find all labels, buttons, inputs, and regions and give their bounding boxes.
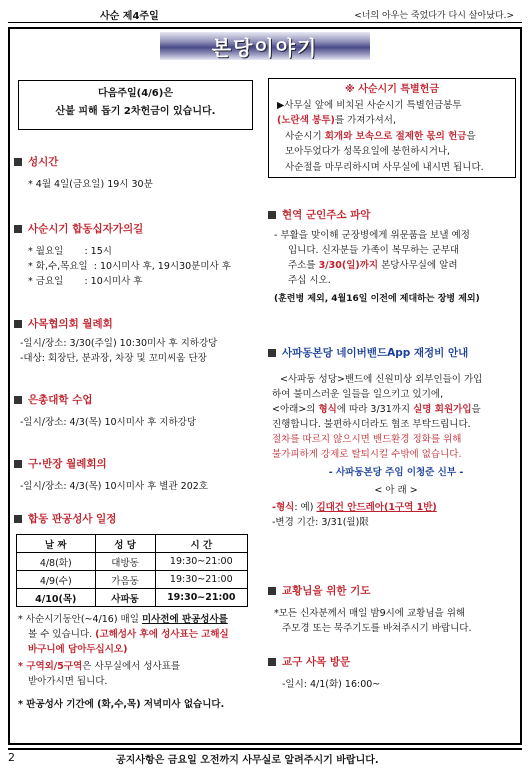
notice-line-1: 다음주일(4/6)은 xyxy=(97,88,173,99)
page-title: 본당이야기 xyxy=(211,35,319,60)
district-meeting-time: -일시/장소: 4/3(목) 10시미사 후 별관 202호 xyxy=(20,481,208,492)
confession-note-1c: 바구니에 담아두십시오) xyxy=(28,644,128,655)
square-bullet-icon xyxy=(14,225,22,233)
special-collection-box xyxy=(268,78,516,178)
band-line-2: 하여 불미스러운 일들을 일으키고 있기에, xyxy=(272,389,444,400)
column-header: 성 당 xyxy=(95,535,155,553)
section-heading: 사파동본당 네이버밴드App 재정비 안내 xyxy=(282,347,469,359)
sp-line-4: 모아두었다가 성목요일에 봉헌하시거나, xyxy=(285,146,451,157)
pastor-signature: - 사파동본당 주임 이청준 신부 - xyxy=(328,467,464,478)
square-bullet-icon xyxy=(268,658,276,666)
below-label: < 아 래 > xyxy=(374,485,418,496)
section-heading: 은총대학 수업 xyxy=(28,394,93,406)
square-bullet-icon xyxy=(268,211,276,219)
band-line-5: 절차를 따르지 않으시면 밴드환경 정화를 위해 xyxy=(272,434,462,445)
list-item: * 월요일 : 15시 xyxy=(28,246,112,257)
sp-line-2: (노란색 봉투)를 가져가셔서, xyxy=(277,115,396,126)
band-change-period: -변경 기간: 3/31(월)限 xyxy=(272,517,369,528)
title-banner xyxy=(160,32,370,60)
column-header: 시 간 xyxy=(155,535,247,553)
list-item: -대상: 회장단, 분과장, 차장 및 꼬미씨움 단장 xyxy=(20,353,207,364)
notice-line-2: 산불 피해 돕기 2차헌금이 있습니다. xyxy=(55,106,216,117)
section-naver-band xyxy=(268,345,520,530)
confession-schedule-table xyxy=(16,534,248,607)
section-heading: 현역 군인주소 파악 xyxy=(282,209,371,221)
list-item: * 화,수,목요일 : 10시미사 후, 19시30분미사 후 xyxy=(28,261,231,272)
section-soldier-address xyxy=(268,207,518,307)
soldier-line-3: 주소를 3/30(일)까지 본당사무실에 알려 xyxy=(288,260,458,271)
square-bullet-icon xyxy=(14,158,22,166)
square-bullet-icon xyxy=(268,349,276,357)
soldier-line-5: (훈련병 제외, 4월16일 이전에 제대하는 장병 제외) xyxy=(274,294,480,304)
square-bullet-icon xyxy=(14,396,22,404)
table-cell: 19:30~21:00 xyxy=(155,589,247,607)
page-header xyxy=(8,5,522,23)
section-heading: 사순시기 합동십자가의길 xyxy=(28,223,144,235)
list-item: -일시/장소: 3/30(주일) 10:30미사 후 지하강당 xyxy=(20,338,218,349)
holy-hour-time: * 4월 4일(금요일) 19시 30분 xyxy=(28,179,153,190)
band-line-4: 진행합니다. 불편하시더라도 협조 부탁드립니다. xyxy=(272,419,471,430)
sp-line-5: 사순절을 마무리하시며 사무실에 내시면 됩니다. xyxy=(285,161,484,173)
table-cell: 19:30~21:00 xyxy=(155,553,247,571)
special-collection-title: ※ 사순시기 특별헌금 xyxy=(345,84,439,95)
sp-line-3: 사순시기 회개와 보속으로 절제한 몫의 헌금을 xyxy=(285,130,476,142)
table-cell: 대방동 xyxy=(95,553,155,571)
confession-note-2b: 받아가시면 됩니다. xyxy=(28,676,108,687)
footer-notice: 공지사항은 금요일 오전까지 사무실로 알려주시기 바랍니다. xyxy=(116,755,379,766)
band-line-1: <사파동 성당>밴드에 신원미상 외부인들이 가입 xyxy=(280,374,483,385)
gospel-quote: <너의 아우는 죽었다가 다시 살아났다.> xyxy=(354,11,514,21)
senior-college-time: -일시/장소: 4/3(목) 10시미사 후 지하강당 xyxy=(20,417,196,428)
section-heading: 교황님을 위한 기도 xyxy=(282,585,371,597)
square-bullet-icon xyxy=(14,515,22,523)
section-heading: 합동 판공성사 일정 xyxy=(28,513,117,525)
table-cell: 4/8(화) xyxy=(17,553,96,571)
second-collection-notice xyxy=(18,80,253,130)
square-bullet-icon xyxy=(14,320,22,328)
visit-time: -일시: 4/1(화) 16:00~ xyxy=(282,679,381,690)
section-heading: 구·반장 월례회의 xyxy=(28,458,107,470)
prayer-line-1: *모든 신자분께서 매일 밤9시에 교황님을 위해 xyxy=(274,608,466,619)
column-header: 날 짜 xyxy=(17,535,96,553)
section-heading: 사목협의회 월례회 xyxy=(28,318,113,330)
square-bullet-icon xyxy=(14,460,22,468)
band-line-6: 불가피하게 강제로 탈퇴시킬 수밖에 없습니다. xyxy=(272,449,462,460)
section-senior-college xyxy=(14,392,264,430)
section-holy-hour xyxy=(14,154,254,192)
confession-note-1a: * 사순시기동안(~4/16) 매일 미사전에 판공성사를 xyxy=(18,614,228,625)
confession-note-2a: * 구역외/5구역은 사무실에서 성사표를 xyxy=(18,661,181,672)
table-cell: 사파동 xyxy=(95,589,155,607)
list-item: * 금요일 : 10시미사 후 xyxy=(28,276,143,287)
sp-line-1: ▶사무실 앞에 비치된 사순시기 특별헌금봉투 xyxy=(277,99,462,111)
table-cell: 19:30~21:00 xyxy=(155,571,247,589)
section-stations-of-cross xyxy=(14,221,254,289)
page-number: 2 xyxy=(8,751,15,764)
table-row xyxy=(17,553,248,571)
soldier-line-1: - 부활을 맞이해 군장병에게 위문품을 보낼 예정 xyxy=(274,230,470,241)
table-header-row xyxy=(17,535,248,553)
prayer-line-2: 주모경 또는 묵주기도를 바쳐주시기 바랍니다. xyxy=(282,623,472,634)
table-cell: 4/9(수) xyxy=(17,571,96,589)
soldier-line-4: 주십 시오. xyxy=(288,275,331,286)
section-confession xyxy=(14,511,264,526)
section-heading: 성시간 xyxy=(28,156,59,168)
table-cell: 4/10(목) xyxy=(17,589,96,607)
table-row xyxy=(17,571,248,589)
soldier-line-2: 입니다. 신자분들 가족이 복무하는 군부대 xyxy=(288,245,460,256)
band-form-line: -형식: 예) 김대건 안드레아(1구역 1반) xyxy=(272,502,437,513)
section-diocese-visit xyxy=(268,654,518,692)
week-label: 사순 제4주일 xyxy=(100,11,159,22)
confession-note-3: * 판공성사 기간에 (화,수,목) 저녁미사 없습니다. xyxy=(18,699,225,710)
section-heading: 교구 사목 방문 xyxy=(282,656,351,668)
table-row xyxy=(17,589,248,607)
table-cell: 가음동 xyxy=(95,571,155,589)
page-footer xyxy=(8,748,522,766)
square-bullet-icon xyxy=(268,587,276,595)
section-pope-prayer xyxy=(268,583,518,636)
confession-note-1b: 볼 수 있습니다. (고해성사 후에 성사표는 고해실 xyxy=(28,629,229,640)
section-pastoral-council xyxy=(14,316,264,366)
section-district-meeting xyxy=(14,456,264,494)
band-line-3: <아래>의 형식에 따라 3/31까지 실명 회원가입을 xyxy=(272,404,481,415)
confession-notes xyxy=(18,612,258,712)
